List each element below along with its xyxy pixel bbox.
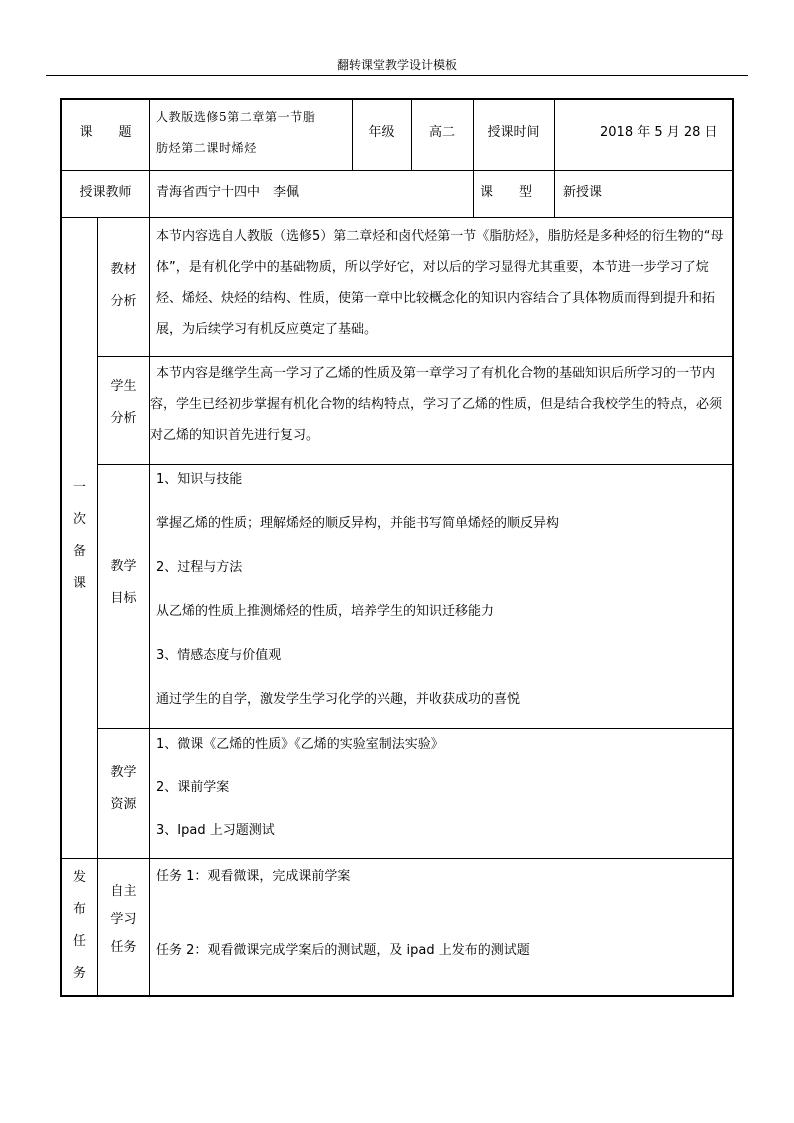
header-divider <box>46 75 748 76</box>
topic-line-1: 人教版选修5第二章第一节脂 <box>156 110 316 124</box>
textbook-analysis-text: 本节内容选自人教版（选修5）第二章烃和卤代烃第一节《脂肪烃》，脂肪烃是多种烃的衍生物的“母体”，是有机化学中的基础物质，所以学好它，对以后的学习显得尤其重要，本节进一步学习了烷烃、烯烃、炔烃的结构、性质，使第一章中比较概念化的知识内容结合了具体物质而得到提升和拓展，为后续学习有机反应奠定了基础。 <box>156 229 724 337</box>
lesson-type-label: 课 型 <box>480 185 533 200</box>
student-analysis-text: 本节内容是继学生高一学习了乙烯的性质及第一章学习了有机化合物的基础知识后所学习的一节内容，学生已经初步掌握有机化合物的结构特点，学习了乙烯的性质，但是结合我校学生的特点，必须对乙烯的知识首先进行复习。 <box>150 366 723 443</box>
goal-item: 通过学生的自学，激发学生学习化学的兴趣，并收获成功的喜悦 <box>156 692 521 707</box>
task-item: 任务 2：观看微课完成学案后的测试题，及 ipad 上发布的测试题 <box>156 943 530 958</box>
resource-item: 2、课前学案 <box>156 780 230 795</box>
grade-label: 年级 <box>368 125 395 140</box>
lesson-type-value: 新授课 <box>563 185 603 200</box>
goal-item: 1、知识与技能 <box>156 472 243 487</box>
teacher-label: 授课教师 <box>79 185 132 200</box>
time-label: 授课时间 <box>487 125 540 140</box>
teaching-resources-label: 教学 资源 <box>110 765 137 812</box>
time-value: 2018 年 5 月 28 日 <box>600 125 718 140</box>
goal-item: 从乙烯的性质上推测烯烃的性质，培养学生的知识迁移能力 <box>156 604 495 619</box>
teaching-goals-label: 教学 目标 <box>110 559 137 606</box>
grade-value: 高二 <box>428 125 455 140</box>
page-header-title: 翻转课堂教学设计模板 <box>336 58 457 72</box>
student-analysis-label: 学生 分析 <box>110 379 137 426</box>
resource-item: 1、微课《乙烯的性质》《乙烯的实验室制法实验》 <box>156 737 444 752</box>
resource-item: 3、Ipad 上习题测试 <box>156 823 275 838</box>
self-study-tasks-label: 自主 学习 任务 <box>110 884 137 955</box>
topic-line-2: 肪烃第二课时烯烃 <box>156 141 257 155</box>
lesson-plan-table <box>60 98 734 997</box>
goal-item: 2、过程与方法 <box>156 560 243 575</box>
goal-item: 3、情感态度与价值观 <box>156 648 282 663</box>
task-group-label: 发 布 任 务 <box>72 870 86 981</box>
textbook-analysis-label: 教材 分析 <box>110 262 137 309</box>
goal-item: 掌握乙烯的性质；理解烯烃的顺反异构，并能书写简单烯烃的顺反异构 <box>156 516 560 531</box>
prep-group-label: 一 次 备 课 <box>72 480 86 591</box>
task-item: 任务 1：观看微课，完成课前学案 <box>156 869 351 884</box>
topic-label: 课 题 <box>79 125 132 140</box>
teacher-value: 青海省西宁十四中 李佩 <box>156 185 300 200</box>
